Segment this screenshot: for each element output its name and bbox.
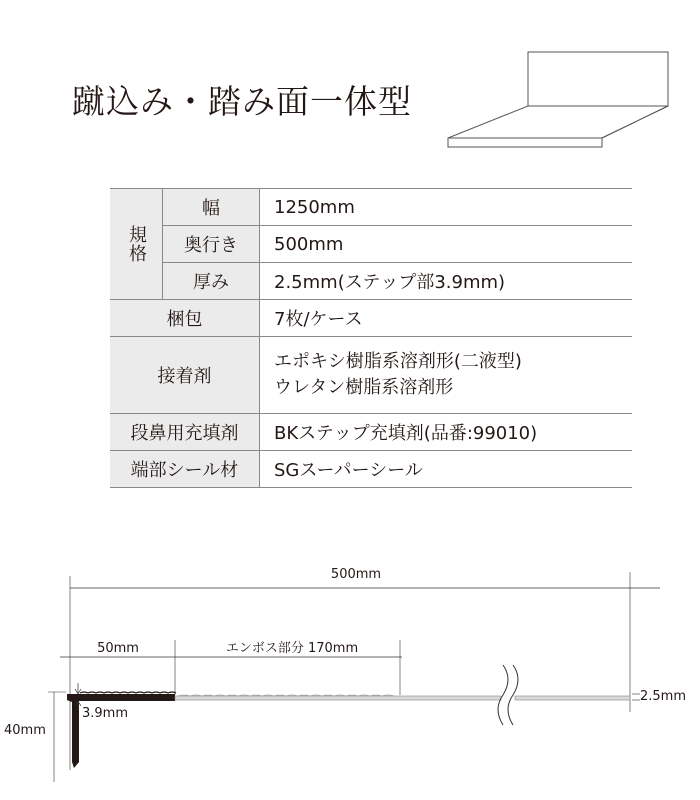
spec-value-depth: 500mm: [260, 226, 633, 263]
spec-group-label: 規格: [110, 189, 163, 300]
spec-label-edge-seal: 端部シール材: [110, 451, 260, 488]
spec-row-packing: [110, 300, 632, 337]
dim-label-emboss: エンボス部分 170mm: [225, 641, 359, 656]
spec-row-thickness: [110, 263, 632, 300]
spec-table: [110, 188, 632, 488]
cross-section-diagram: [0, 540, 700, 800]
adhesive-line-1: エポキシ樹脂系溶剤形(二液型): [274, 351, 522, 372]
flat-tread-profile: [515, 696, 630, 700]
spec-value-nosing-filler: BKステップ充填剤(品番:99010): [260, 414, 633, 451]
dim-label-step-thickness: 3.9mm: [82, 706, 129, 721]
emboss-area-profile: [175, 696, 501, 700]
spec-label-width: 幅: [163, 189, 260, 226]
spec-label-depth: 奥行き: [163, 226, 260, 263]
dim-label-nose-width: 50mm: [97, 641, 139, 656]
spec-value-adhesive: [260, 337, 633, 414]
spec-row-edge-seal: [110, 451, 632, 488]
spec-value-packing: 7枚/ケース: [260, 300, 633, 337]
spec-row-adhesive: [110, 337, 632, 414]
spec-row-width: [110, 189, 632, 226]
spec-label-nosing-filler: 段鼻用充填剤: [110, 414, 260, 451]
dim-label-depth: 500mm: [330, 567, 382, 582]
step-illustration: [440, 46, 680, 156]
spec-label-packing: 梱包: [110, 300, 260, 337]
spec-row-depth: [110, 226, 632, 263]
riser-profile: [67, 694, 79, 768]
spec-value-thickness: 2.5mm(ステップ部3.9mm): [260, 263, 633, 300]
adhesive-line-2: ウレタン樹脂系溶剤形: [274, 377, 454, 398]
dim-label-thickness: 2.5mm: [640, 689, 687, 704]
product-title: 蹴込み・踏み面一体型: [72, 82, 412, 121]
dim-label-riser-height: 40mm: [4, 723, 46, 738]
nose-step-profile: [74, 694, 175, 701]
spec-value-edge-seal: SGスーパーシール: [260, 451, 633, 488]
spec-label-adhesive: 接着剤: [110, 337, 260, 414]
spec-row-nosing-filler: [110, 414, 632, 451]
spec-value-width: 1250mm: [260, 189, 633, 226]
spec-label-thickness: 厚み: [163, 263, 260, 300]
